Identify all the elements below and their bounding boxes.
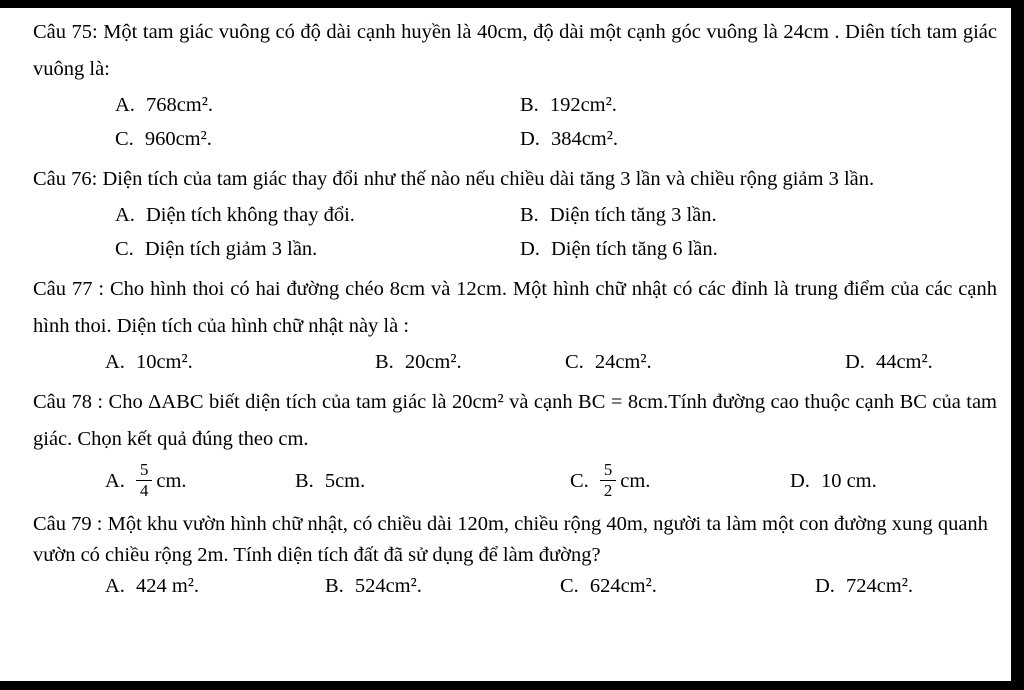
options-grid xyxy=(33,198,997,266)
option xyxy=(570,458,790,504)
fraction-numerator: 5 xyxy=(136,460,152,480)
option-label: C. xyxy=(570,470,589,492)
option-text: cm. xyxy=(620,470,651,492)
fraction-numerator: 5 xyxy=(600,460,616,480)
question-block xyxy=(33,14,997,156)
option-label: D. xyxy=(815,575,835,598)
option xyxy=(375,345,565,379)
option xyxy=(520,232,997,266)
option-text: 424 m². xyxy=(135,575,200,598)
question-text: Câu 79 : Một khu vườn hình chữ nhật, có chiều dài 120m, chiều rộng 40m, người ta làm một con đường xung quanh vườn có chiều rộng 2m. Tính diện tích đất đã sử dụng để làm đường? xyxy=(33,513,988,567)
option xyxy=(560,571,815,602)
question-text: Câu 77 : Cho hình thoi có hai đường chéo 8cm và 12cm. Một hình chữ nhật có các đỉnh là trung điểm của các cạnh hình thoi. Diện tích của hình chữ nhật này là : xyxy=(33,278,997,337)
fraction xyxy=(136,460,152,500)
options-grid xyxy=(33,345,997,379)
options-grid xyxy=(33,88,997,156)
option xyxy=(295,458,570,504)
option-text: 384cm². xyxy=(550,128,619,150)
option-text: 44cm². xyxy=(875,351,933,373)
option-label: C. xyxy=(560,575,579,598)
option xyxy=(115,198,520,232)
question-text: Câu 76: Diện tích của tam giác thay đổi như thế nào nếu chiều dài tăng 3 lần và chiều rộng giảm 3 lần. xyxy=(33,168,875,190)
option-label: A. xyxy=(105,351,125,373)
option xyxy=(105,571,325,602)
option-label: A. xyxy=(105,470,125,492)
option-text: 960cm². xyxy=(144,128,212,150)
question-text: Câu 75: Một tam giác vuông có độ dài cạnh huyền là 40cm, độ dài một cạnh góc vuông là 24cm . Diên tích tam giác vuông là: xyxy=(33,21,997,80)
option-label: B. xyxy=(325,575,344,598)
option xyxy=(520,198,997,232)
option xyxy=(325,571,560,602)
option-text: 724cm². xyxy=(845,575,914,598)
question-block xyxy=(33,271,997,379)
option-label: D. xyxy=(520,128,540,150)
option-text: Diện tích giảm 3 lần. xyxy=(144,238,318,260)
option-label: D. xyxy=(845,351,865,373)
option-label: B. xyxy=(520,94,539,116)
option-label: B. xyxy=(295,470,314,493)
option xyxy=(105,345,375,379)
option xyxy=(520,122,997,156)
option-text: 624cm². xyxy=(589,575,657,598)
option-label: A. xyxy=(105,575,125,598)
option xyxy=(520,88,997,122)
option xyxy=(115,88,520,122)
option-label: C. xyxy=(115,128,134,150)
option-label: B. xyxy=(520,204,539,226)
fraction xyxy=(600,460,616,500)
option xyxy=(115,122,520,156)
option-text: 20cm². xyxy=(404,351,462,373)
option-label: B. xyxy=(375,351,394,373)
option-label: C. xyxy=(115,238,134,260)
options-grid xyxy=(33,571,997,602)
option-text: cm. xyxy=(156,470,187,492)
question-block xyxy=(33,161,997,266)
option-text: Diện tích không thay đổi. xyxy=(145,204,355,226)
option-label: A. xyxy=(115,204,135,226)
fraction-denominator: 4 xyxy=(139,480,149,500)
option-text: 10 cm. xyxy=(820,470,877,493)
option-label: A. xyxy=(115,94,135,116)
option xyxy=(115,232,520,266)
options-grid xyxy=(33,458,997,504)
option xyxy=(790,458,997,504)
option xyxy=(105,458,295,504)
question-text: Câu 78 : Cho ΔABC biết diện tích của tam giác là 20cm² và cạnh BC = 8cm.Tính đường cao thuộc cạnh BC của tam giác. Chọn kết quả đúng theo cm. xyxy=(33,391,997,450)
document-page xyxy=(0,8,1011,681)
option-text: 192cm². xyxy=(549,94,617,116)
option-label: C. xyxy=(565,351,584,373)
option-text: 5cm. xyxy=(324,470,366,493)
option-label: D. xyxy=(520,238,540,260)
option-text: 768cm². xyxy=(145,94,214,116)
option-text: Diện tích tăng 6 lần. xyxy=(550,238,718,260)
question-block xyxy=(33,509,997,602)
option xyxy=(815,571,997,602)
option-label: D. xyxy=(790,470,810,493)
question-block xyxy=(33,384,997,504)
option-text: 24cm². xyxy=(594,351,652,373)
fraction-denominator: 2 xyxy=(603,480,613,500)
option-text: Diện tích tăng 3 lần. xyxy=(549,204,717,226)
option-text: 10cm². xyxy=(135,351,193,373)
option xyxy=(565,345,845,379)
option-text: 524cm². xyxy=(354,575,422,598)
option xyxy=(845,345,997,379)
